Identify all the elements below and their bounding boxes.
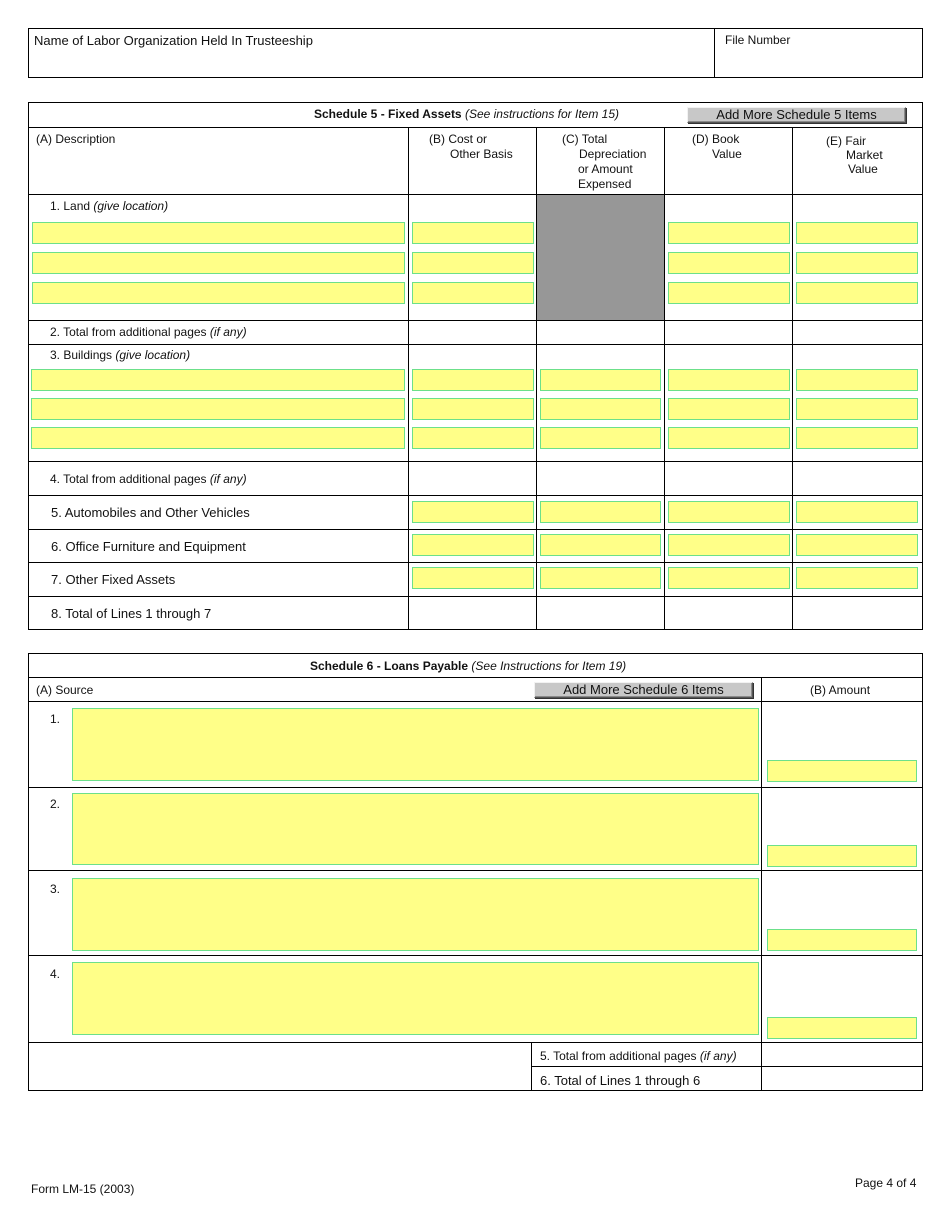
line2-label — [50, 325, 247, 340]
schedule5-title-rule — [28, 127, 923, 128]
add-schedule5-button[interactable]: Add More Schedule 5 Items — [687, 107, 906, 123]
land-description-field-2[interactable] — [32, 252, 405, 274]
loan-source-field-1[interactable] — [72, 708, 759, 781]
line2-label-text: 2. Total from additional pages — [50, 325, 207, 339]
schedule6-header-bottom — [28, 701, 923, 702]
vehicles-depreciation-field[interactable] — [540, 501, 661, 523]
loan-amount-field-2[interactable] — [767, 845, 917, 867]
land-cost-field-1[interactable] — [412, 222, 534, 244]
other-assets-book-value-field[interactable] — [668, 567, 790, 589]
furniture-depreciation-field[interactable] — [540, 534, 661, 556]
land-market-value-field-2[interactable] — [796, 252, 918, 274]
building-depreciation-field-3[interactable] — [540, 427, 661, 449]
col-b-header-1: (B) Cost or — [429, 132, 488, 146]
line1-label — [50, 199, 168, 214]
building-cost-field-3[interactable] — [412, 427, 534, 449]
land-book-value-field-3[interactable] — [668, 282, 790, 304]
schedule6-item4-bottom — [28, 1042, 923, 1043]
col-b-header-2: Other Basis — [450, 147, 513, 161]
col-d-header-1: (D) Book — [692, 132, 740, 146]
col-e-header-1: (E) Fair — [826, 134, 866, 148]
rule-line7-bottom — [28, 596, 923, 597]
vehicles-market-value-field[interactable] — [796, 501, 918, 523]
building-market-value-field-2[interactable] — [796, 398, 918, 420]
header-divider — [714, 28, 715, 78]
schedule6-item2-bottom — [28, 870, 923, 871]
schedule6-line5-text: 5. Total from additional pages — [540, 1049, 697, 1063]
rule-line5-bottom — [28, 529, 923, 530]
building-depreciation-field-2[interactable] — [540, 398, 661, 420]
rule-line1-bottom — [28, 320, 923, 321]
loan-item-1-number: 1. — [50, 712, 61, 726]
other-assets-market-value-field[interactable] — [796, 567, 918, 589]
schedule6-item1-bottom — [28, 787, 923, 788]
col-divider-e — [792, 127, 793, 630]
building-depreciation-field-1[interactable] — [540, 369, 661, 391]
furniture-market-value-field[interactable] — [796, 534, 918, 556]
land-market-value-field-3[interactable] — [796, 282, 918, 304]
schedule6-line5-note: (if any) — [699, 1049, 737, 1063]
building-cost-field-2[interactable] — [412, 398, 534, 420]
loan-item-4-number: 4. — [50, 967, 61, 981]
line1-note: (give location) — [93, 199, 169, 213]
page-number: Page 4 of 4 — [855, 1176, 917, 1190]
schedule6-line5-bottom — [531, 1066, 923, 1067]
schedule6-instructions: (See Instructions for Item 19) — [471, 659, 627, 673]
schedule5-title-text: Schedule 5 - Fixed Assets — [314, 107, 462, 121]
schedule6-item3-bottom — [28, 955, 923, 956]
schedule6-amount-divider — [761, 677, 762, 1091]
land-book-value-field-1[interactable] — [668, 222, 790, 244]
file-number-label: File Number — [725, 33, 791, 47]
form-id: Form LM-15 (2003) — [31, 1182, 135, 1196]
col-c-header-4: Expensed — [578, 177, 632, 191]
col-e-header-3: Value — [848, 162, 878, 176]
line4-note: (if any) — [209, 472, 247, 486]
line7-label: 7. Other Fixed Assets — [51, 572, 176, 587]
building-description-field-3[interactable] — [31, 427, 405, 449]
schedule6-title-text: Schedule 6 - Loans Payable — [310, 659, 469, 673]
line8-label: 8. Total of Lines 1 through 7 — [51, 606, 212, 621]
schedule6-line6-label: 6. Total of Lines 1 through 6 — [540, 1073, 701, 1088]
line5-label: 5. Automobiles and Other Vehicles — [51, 505, 250, 520]
col-e-header-2: Market — [846, 148, 883, 162]
rule-line3-bottom — [28, 461, 923, 462]
add-schedule6-button[interactable]: Add More Schedule 6 Items — [534, 682, 753, 698]
land-cost-field-3[interactable] — [412, 282, 534, 304]
schedule5-title — [314, 107, 619, 122]
schedule6-line5-label — [540, 1049, 737, 1064]
line2-note: (if any) — [209, 325, 247, 339]
col-divider-d — [664, 127, 665, 630]
land-cost-field-2[interactable] — [412, 252, 534, 274]
schedule6-title-rule — [28, 677, 923, 678]
building-book-value-field-3[interactable] — [668, 427, 790, 449]
building-cost-field-1[interactable] — [412, 369, 534, 391]
rule-header-bottom — [28, 194, 923, 195]
land-book-value-field-2[interactable] — [668, 252, 790, 274]
furniture-book-value-field[interactable] — [668, 534, 790, 556]
rule-line2-bottom — [28, 344, 923, 345]
schedule5-instructions: (See instructions for Item 15) — [464, 107, 620, 121]
loan-source-field-2[interactable] — [72, 793, 759, 865]
rule-line6-bottom — [28, 562, 923, 563]
building-description-field-1[interactable] — [31, 369, 405, 391]
line3-label-text: 3. Buildings — [50, 348, 113, 362]
org-name-label: Name of Labor Organization Held In Trusteeship — [34, 33, 313, 48]
loan-amount-field-1[interactable] — [767, 760, 917, 782]
loan-source-field-4[interactable] — [72, 962, 759, 1035]
land-description-field-3[interactable] — [32, 282, 405, 304]
vehicles-book-value-field[interactable] — [668, 501, 790, 523]
loan-item-3-number: 3. — [50, 882, 61, 896]
line1-col-c-shaded — [537, 195, 664, 320]
line3-label — [50, 348, 190, 363]
loan-amount-field-3[interactable] — [767, 929, 917, 951]
other-assets-cost-field[interactable] — [412, 567, 534, 589]
furniture-cost-field[interactable] — [412, 534, 534, 556]
building-market-value-field-3[interactable] — [796, 427, 918, 449]
loan-item-2-number: 2. — [50, 797, 61, 811]
line3-note: (give location) — [115, 348, 191, 362]
line1-label-text: 1. Land — [50, 199, 91, 213]
land-market-value-field-1[interactable] — [796, 222, 918, 244]
col-d-header-2: Value — [712, 147, 742, 161]
rule-line4-bottom — [28, 495, 923, 496]
building-description-field-2[interactable] — [31, 398, 405, 420]
amount-header: (B) Amount — [810, 683, 871, 697]
loan-source-field-3[interactable] — [72, 878, 759, 951]
building-book-value-field-1[interactable] — [668, 369, 790, 391]
col-divider-b — [408, 127, 409, 630]
vehicles-cost-field[interactable] — [412, 501, 534, 523]
land-description-field-1[interactable] — [32, 222, 405, 244]
other-assets-depreciation-field[interactable] — [540, 567, 661, 589]
line4-label — [50, 472, 247, 487]
schedule6-title — [310, 659, 626, 674]
col-c-header-2: Depreciation — [579, 147, 647, 161]
line6-label: 6. Office Furniture and Equipment — [51, 539, 246, 554]
col-a-header: (A) Description — [36, 132, 116, 146]
source-header: (A) Source — [36, 683, 94, 697]
col-c-header-3: or Amount — [578, 162, 633, 176]
line4-label-text: 4. Total from additional pages — [50, 472, 207, 486]
col-c-header-1: (C) Total — [562, 132, 608, 146]
building-market-value-field-1[interactable] — [796, 369, 918, 391]
loan-amount-field-4[interactable] — [767, 1017, 917, 1039]
building-book-value-field-2[interactable] — [668, 398, 790, 420]
